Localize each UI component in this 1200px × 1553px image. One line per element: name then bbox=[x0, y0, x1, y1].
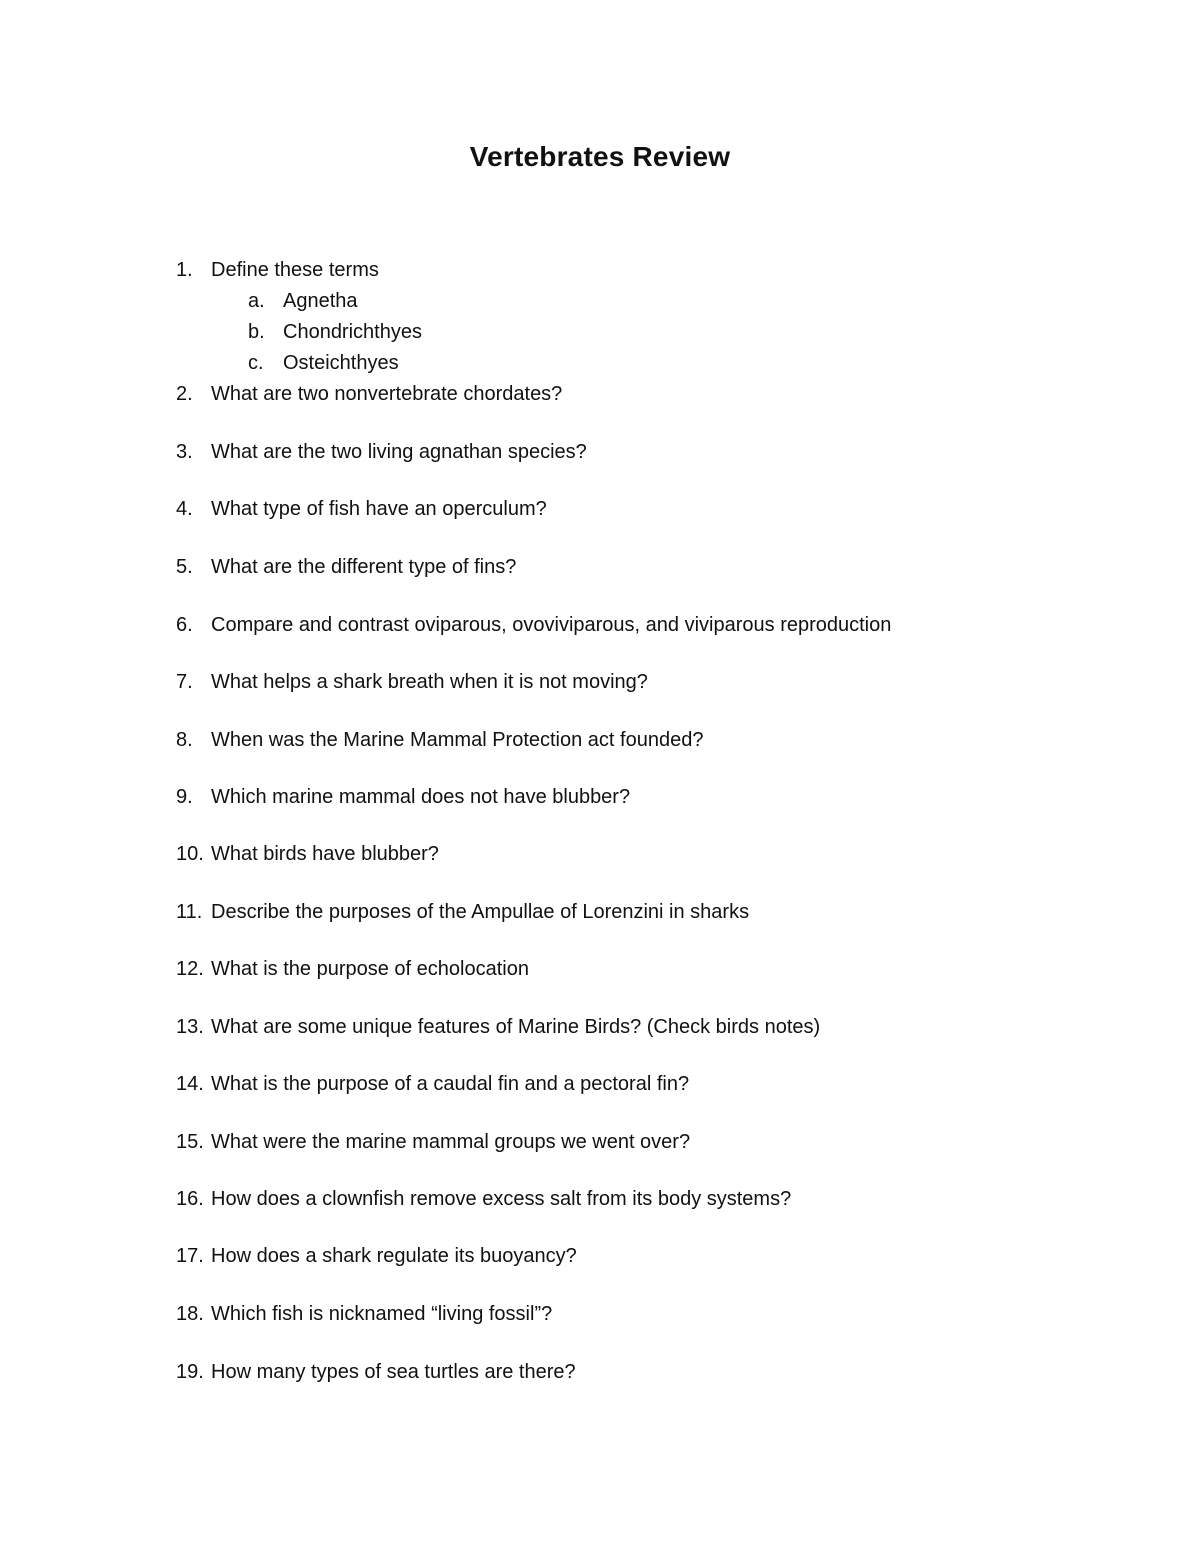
question-number: 17. bbox=[176, 1245, 204, 1267]
question-number: 10. bbox=[176, 843, 204, 865]
page-title: Vertebrates Review bbox=[469, 141, 731, 172]
question-text: What birds have blubber? bbox=[211, 843, 439, 865]
question-number: 16. bbox=[176, 1188, 204, 1210]
subterm-letter: a. bbox=[248, 290, 265, 312]
question-text: What are some unique features of Marine Birds? (Check birds notes) bbox=[211, 1016, 821, 1038]
question-text: What helps a shark breath when it is not moving? bbox=[211, 671, 648, 693]
subterm-text: Agnetha bbox=[283, 290, 358, 312]
question-text: What is the purpose of echolocation bbox=[211, 958, 529, 980]
question-text: How does a shark regulate its buoyancy? bbox=[211, 1245, 577, 1267]
question-number: 14. bbox=[176, 1073, 204, 1095]
question-number: 15. bbox=[176, 1131, 204, 1153]
question-text: What type of fish have an operculum? bbox=[211, 498, 547, 520]
question-number: 11. bbox=[176, 901, 203, 923]
question-number: 13. bbox=[176, 1016, 204, 1038]
question-text: When was the Marine Mammal Protection act founded? bbox=[211, 729, 704, 751]
question-text: How does a clownfish remove excess salt from its body systems? bbox=[211, 1188, 792, 1210]
question-number: 8. bbox=[176, 729, 193, 751]
subterm-letter: c. bbox=[248, 352, 264, 374]
subterm-text: Chondrichthyes bbox=[283, 321, 422, 343]
question-number: 12. bbox=[176, 958, 204, 980]
question-number: 19. bbox=[176, 1361, 204, 1383]
question-text: What are two nonvertebrate chordates? bbox=[211, 383, 563, 405]
question-number: 18. bbox=[176, 1303, 204, 1325]
question-number: 7. bbox=[176, 671, 193, 693]
subterm-letter: b. bbox=[248, 321, 265, 343]
question-text: Which fish is nicknamed “living fossil”? bbox=[211, 1303, 553, 1325]
question-number: 5. bbox=[176, 556, 193, 578]
subterm-text: Osteichthyes bbox=[283, 352, 399, 374]
question-text: What were the marine mammal groups we went over? bbox=[211, 1131, 691, 1153]
question-number: 6. bbox=[176, 614, 193, 636]
question-text: What is the purpose of a caudal fin and a pectoral fin? bbox=[211, 1073, 690, 1095]
question-text: What are the two living agnathan species? bbox=[211, 441, 587, 463]
question-text: Describe the purposes of the Ampullae of Lorenzini in sharks bbox=[211, 901, 750, 923]
question-number: 4. bbox=[176, 498, 193, 520]
question-number: 1. bbox=[176, 259, 193, 281]
question-text: Which marine mammal does not have blubber? bbox=[211, 786, 631, 808]
question-text: How many types of sea turtles are there? bbox=[211, 1361, 576, 1383]
question-number: 2. bbox=[176, 383, 193, 405]
question-text: Compare and contrast oviparous, ovoviviparous, and viviparous reproduction bbox=[211, 614, 892, 636]
question-number: 3. bbox=[176, 441, 193, 463]
question-text: Define these terms bbox=[211, 259, 379, 281]
question-number: 9. bbox=[176, 786, 193, 808]
question-text: What are the different type of fins? bbox=[211, 556, 517, 578]
